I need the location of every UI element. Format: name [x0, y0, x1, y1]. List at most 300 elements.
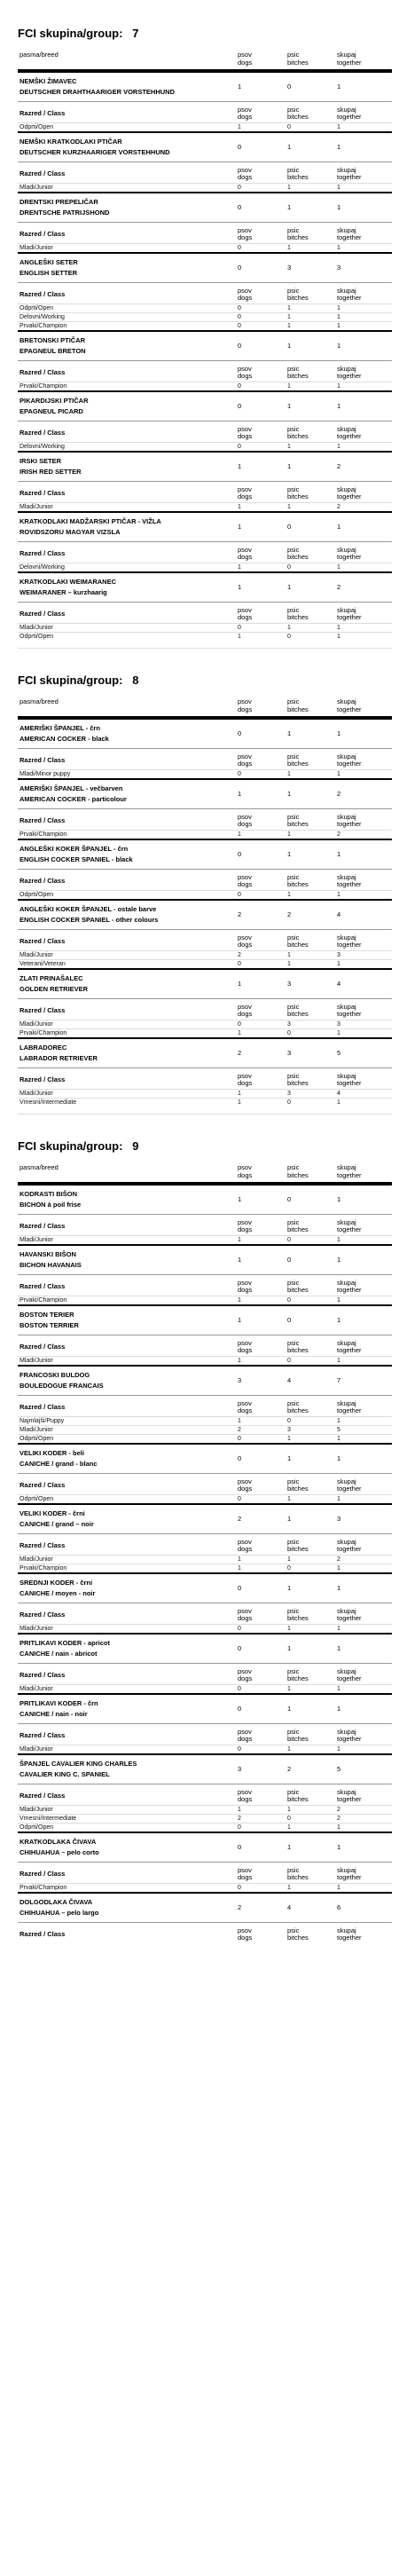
class-dogs: 1: [238, 1418, 241, 1424]
class-label: Razred / Class: [20, 1731, 66, 1739]
class-col-together: skupaj together: [337, 1279, 362, 1294]
col-breed-header: pasma/breed: [20, 1163, 59, 1171]
col-dogs-header: psov dogs: [238, 51, 253, 67]
breed-bitches: 1: [287, 1454, 292, 1462]
fci-group: [18, 27, 392, 649]
breed-name: [18, 257, 238, 279]
breed-name-local: AMERIŠKI ŠPANJEL - črn: [20, 724, 100, 732]
class-row: [18, 632, 392, 641]
class-bitches: 1: [287, 1807, 291, 1813]
class-dogs: 2: [238, 1816, 241, 1822]
class-name: Najmlajši/Puppy: [20, 1418, 65, 1424]
breed-name: [18, 1759, 238, 1780]
breed-name-local: BRETONSKI PTIČAR: [20, 336, 86, 344]
breed-bitches: 3: [287, 264, 292, 272]
class-together: 1: [337, 323, 340, 329]
class-row: [18, 1425, 392, 1434]
class-bitches: 1: [287, 314, 291, 320]
class-name: Mladi/Junior: [20, 1807, 53, 1813]
class-dogs: 0: [238, 383, 241, 390]
class-row: [18, 1684, 392, 1693]
class-row: [18, 563, 392, 571]
breed-name-english: ENGLISH COCKER SPANIEL - black: [20, 855, 133, 863]
breed-bitches: 1: [287, 1644, 292, 1652]
breed-row: [18, 1892, 392, 1922]
breed-dogs: 3: [238, 1765, 242, 1773]
breed-row: [18, 968, 392, 998]
class-label: Razred / Class: [20, 1222, 66, 1230]
breed-row: [18, 71, 392, 101]
class-label: Razred / Class: [20, 1282, 66, 1290]
class-col-dogs: psov dogs: [238, 1072, 253, 1087]
breed-name: [18, 904, 238, 926]
breed-bitches: 4: [287, 1376, 292, 1384]
class-col-bitches: psic bitches: [287, 485, 309, 500]
group-number: 9: [132, 1139, 139, 1153]
class-label: Razred / Class: [20, 756, 66, 764]
breed-dogs: 2: [238, 1903, 242, 1911]
breed-dogs: 3: [238, 1376, 242, 1384]
class-dogs: 0: [238, 1436, 241, 1442]
class-col-together: skupaj together: [337, 106, 362, 121]
class-name: Prvaki/Champion: [20, 1885, 67, 1891]
class-bitches: 1: [287, 1686, 291, 1692]
breed-together: 7: [337, 1376, 341, 1384]
breed-row: [18, 1184, 392, 1214]
class-col-bitches: psic bitches: [287, 166, 309, 181]
breed-dogs: 0: [238, 1454, 242, 1462]
class-col-bitches: psic bitches: [287, 1218, 309, 1233]
class-col-dogs: psov dogs: [238, 485, 253, 500]
breed-bitches: 3: [287, 980, 292, 988]
breed-together: 1: [337, 1195, 341, 1203]
class-together: 1: [337, 1885, 340, 1891]
class-together: 1: [337, 1565, 340, 1572]
breed-name-english: ENGLISH COCKER SPANIEL - other colours: [20, 916, 159, 924]
class-col-bitches: psic bitches: [287, 106, 309, 121]
class-row: [18, 442, 392, 451]
class-bitches: 1: [287, 1626, 291, 1632]
class-together: 3: [337, 1021, 340, 1028]
breed-dogs: 0: [238, 1644, 242, 1652]
class-name: Odprti/Open: [20, 1824, 54, 1831]
class-name: Mladi/Junior: [20, 504, 53, 510]
class-header: [18, 602, 392, 623]
breed-dogs: 2: [238, 1515, 242, 1523]
class-col-together: skupaj together: [337, 752, 362, 768]
class-dogs: 1: [238, 1297, 241, 1304]
class-bitches: 0: [287, 124, 291, 130]
class-header: [18, 748, 392, 769]
class-row: [18, 1434, 392, 1443]
breed-bitches: 1: [287, 850, 292, 858]
breed-name-local: DOLGODLAKA ČIVAVA: [20, 1898, 93, 1906]
class-col-together: skupaj together: [337, 934, 362, 949]
class-label: Razred / Class: [20, 290, 66, 298]
class-dogs: 1: [238, 1030, 241, 1036]
breed-together: 2: [337, 790, 341, 798]
breed-name-english: ENGLISH SETTER: [20, 269, 78, 277]
breed-name-local: HAVANSKI BIŠON: [20, 1250, 76, 1258]
class-col-dogs: psov dogs: [238, 1788, 253, 1803]
breed-name-local: PIKARDIJSKI PTIČAR: [20, 397, 89, 405]
class-row: [18, 122, 392, 131]
breed-row: [18, 330, 392, 360]
breed-name-english: EPAGNEUL PICARD: [20, 407, 83, 415]
class-together: 1: [337, 892, 340, 898]
breed-bitches: 0: [287, 523, 292, 531]
class-bitches: 0: [287, 1099, 291, 1106]
class-together: 1: [337, 771, 340, 777]
class-col-bitches: psic bitches: [287, 813, 309, 828]
col-breed-header: pasma/breed: [20, 697, 59, 705]
class-col-bitches: psic bitches: [287, 1538, 309, 1553]
breed-bitches: 1: [287, 1843, 292, 1851]
class-col-together: skupaj together: [337, 546, 362, 561]
class-label: Razred / Class: [20, 1611, 66, 1619]
class-label: Razred / Class: [20, 877, 66, 885]
class-together: 1: [337, 1496, 340, 1502]
class-together: 1: [337, 1746, 340, 1753]
class-bitches: 0: [287, 634, 291, 640]
class-name: Mladi/Junior: [20, 245, 53, 251]
class-col-dogs: psov dogs: [238, 752, 253, 768]
breed-together: 1: [337, 1316, 341, 1324]
breed-together: 6: [337, 1903, 341, 1911]
class-col-dogs: psov dogs: [238, 166, 253, 181]
class-bitches: 0: [287, 1237, 291, 1243]
class-row: [18, 321, 392, 330]
breed-together: 5: [337, 1049, 341, 1057]
breed-bitches: 1: [287, 462, 292, 470]
breed-row: [18, 131, 392, 161]
class-dogs: 1: [238, 1565, 241, 1572]
breed-together: 1: [337, 203, 341, 211]
class-bitches: 3: [287, 1021, 291, 1028]
breed-together: 1: [337, 729, 341, 737]
class-col-dogs: psov dogs: [238, 1926, 253, 1942]
class-bitches: 1: [287, 323, 291, 329]
class-header: [18, 282, 392, 303]
class-col-together: skupaj together: [337, 1538, 362, 1553]
class-bitches: 0: [287, 1418, 291, 1424]
breed-name-english: AMERICAN COCKER - particolour: [20, 795, 127, 803]
breed-name-local: NEMŠKI ŽIMAVEC: [20, 77, 77, 85]
class-together: 2: [337, 1807, 340, 1813]
class-dogs: 1: [238, 1556, 241, 1563]
breed-row: [18, 1365, 392, 1395]
class-row: [18, 1235, 392, 1244]
class-dogs: 0: [238, 771, 241, 777]
breed-together: 1: [337, 1843, 341, 1851]
class-row: [18, 243, 392, 252]
table-header: [18, 46, 392, 71]
breed-name: [18, 1897, 238, 1918]
breed-name: [18, 516, 238, 538]
col-bitches-header: psic bitches: [287, 697, 309, 713]
breed-name-local: FRANCOSKI BULDOG: [20, 1371, 90, 1379]
breed-bitches: 1: [287, 729, 292, 737]
breed-name-english: CANICHE / nain - noir: [20, 1710, 88, 1718]
breed-dogs: 0: [238, 1705, 242, 1713]
class-together: 1: [337, 245, 340, 251]
group-title: [18, 1139, 392, 1154]
class-name: Mladi/Junior: [20, 1021, 53, 1028]
breed-name-english: CAVALIER KING C. SPANIEL: [20, 1770, 110, 1778]
breed-name-local: ŠPANJEL CAVALIER KING CHARLES: [20, 1760, 137, 1768]
class-header: [18, 1395, 392, 1416]
class-bitches: 1: [287, 952, 291, 958]
breed-name: [18, 1698, 238, 1720]
class-bitches: 1: [287, 305, 291, 311]
class-col-together: skupaj together: [337, 226, 362, 241]
class-bitches: 1: [287, 185, 291, 191]
class-col-dogs: psov dogs: [238, 1607, 253, 1622]
breed-dogs: 1: [238, 1195, 242, 1203]
class-col-dogs: psov dogs: [238, 873, 253, 888]
breed-row: [18, 511, 392, 541]
class-row: [18, 1823, 392, 1832]
breed-bitches: 0: [287, 1316, 292, 1324]
table-header: [18, 1159, 392, 1184]
breed-row: [18, 1304, 392, 1335]
class-col-bitches: psic bitches: [287, 1477, 309, 1493]
breed-bitches: 1: [287, 1584, 292, 1592]
class-row: [18, 1416, 392, 1425]
breed-name-english: CANICHE / moyen - noir: [20, 1589, 96, 1597]
class-row: [18, 1098, 392, 1107]
class-col-bitches: psic bitches: [287, 1607, 309, 1622]
results-document: [0, 27, 399, 1950]
class-dogs: 0: [238, 1686, 241, 1692]
breed-bitches: 0: [287, 1256, 292, 1264]
breed-bitches: 2: [287, 1765, 292, 1773]
breed-bitches: 1: [287, 1515, 292, 1523]
group-separator: [18, 641, 392, 649]
breed-dogs: 0: [238, 143, 242, 151]
class-bitches: 0: [287, 1297, 291, 1304]
class-col-bitches: psic bitches: [287, 934, 309, 949]
class-dogs: 0: [238, 185, 241, 191]
breed-together: 1: [337, 83, 341, 91]
class-dogs: 0: [238, 1885, 241, 1891]
breed-bitches: 1: [287, 1705, 292, 1713]
class-col-bitches: psic bitches: [287, 1728, 309, 1743]
col-bitches-header: psic bitches: [287, 51, 309, 67]
class-header: [18, 1922, 392, 1943]
class-col-bitches: psic bitches: [287, 752, 309, 768]
breed-dogs: 1: [238, 1256, 242, 1264]
class-label: Razred / Class: [20, 549, 66, 557]
class-dogs: 1: [238, 1099, 241, 1106]
class-name: Vmesni/Intermediate: [20, 1816, 77, 1822]
class-name: Odprti/Open: [20, 1436, 54, 1442]
breed-name: [18, 1249, 238, 1271]
breed-together: 4: [337, 910, 341, 918]
class-col-dogs: psov dogs: [238, 1339, 253, 1354]
class-row: [18, 890, 392, 899]
class-col-bitches: psic bitches: [287, 1788, 309, 1803]
class-row: [18, 1020, 392, 1028]
col-together-header: skupaj together: [337, 697, 362, 713]
class-dogs: 1: [238, 831, 241, 838]
breed-row: [18, 1443, 392, 1473]
breed-dogs: 1: [238, 583, 242, 591]
class-together: 2: [337, 504, 340, 510]
class-col-together: skupaj together: [337, 166, 362, 181]
class-header: [18, 1335, 392, 1356]
breed-name: [18, 1370, 238, 1391]
class-bitches: 0: [287, 1030, 291, 1036]
class-together: 1: [337, 1297, 340, 1304]
class-dogs: 0: [238, 245, 241, 251]
class-col-together: skupaj together: [337, 1788, 362, 1803]
breed-name-local: LABRADOREC: [20, 1044, 67, 1052]
breed-name-english: CHIHUAHUA – pelo corto: [20, 1848, 99, 1856]
breed-name-local: PRITLIKAVI KODER - črn: [20, 1699, 98, 1707]
class-col-together: skupaj together: [337, 1072, 362, 1087]
class-together: 1: [337, 1436, 340, 1442]
class-dogs: 0: [238, 305, 241, 311]
breed-row: [18, 192, 392, 222]
class-name: Odprti/Open: [20, 305, 54, 311]
class-dogs: 0: [238, 892, 241, 898]
class-bitches: 1: [287, 892, 291, 898]
breed-name-local: DRENTSKI PREPELIČAR: [20, 198, 98, 206]
breed-row: [18, 1572, 392, 1603]
class-col-together: skupaj together: [337, 1218, 362, 1233]
breed-row: [18, 1633, 392, 1663]
col-bitches-header: psic bitches: [287, 1163, 309, 1179]
class-label: Razred / Class: [20, 1006, 66, 1014]
breed-together: 1: [337, 850, 341, 858]
breed-name-english: ROVIDSZORU MAGYAR VIZSLA: [20, 528, 121, 536]
class-together: 1: [337, 564, 340, 571]
class-col-bitches: psic bitches: [287, 287, 309, 302]
breed-bitches: 1: [287, 402, 292, 410]
class-together: 5: [337, 1427, 340, 1433]
class-dogs: 1: [238, 124, 241, 130]
class-name: Delovni/Working: [20, 444, 65, 450]
class-col-bitches: psic bitches: [287, 1866, 309, 1881]
breed-name-english: CHIHUAHUA – pelo largo: [20, 1909, 99, 1917]
breed-together: 1: [337, 1644, 341, 1652]
class-col-together: skupaj together: [337, 365, 362, 380]
class-dogs: 2: [238, 952, 241, 958]
breed-name-local: KRATKODLAKI MADŽARSKI PTIČAR - VIŽLA: [20, 517, 161, 525]
class-dogs: 0: [238, 1824, 241, 1831]
group-number: 7: [132, 27, 139, 40]
class-dogs: 0: [238, 314, 241, 320]
class-col-together: skupaj together: [337, 485, 362, 500]
breed-name-local: NEMŠKI KRATKODLAKI PTIČAR: [20, 138, 122, 146]
breed-row: [18, 718, 392, 748]
breed-name-english: GOLDEN RETRIEVER: [20, 985, 89, 993]
class-header: [18, 222, 392, 243]
breed-bitches: 1: [287, 583, 292, 591]
class-dogs: 0: [238, 1626, 241, 1632]
class-bitches: 1: [287, 1746, 291, 1753]
class-header: [18, 808, 392, 830]
col-dogs-header: psov dogs: [238, 1163, 253, 1179]
class-col-dogs: psov dogs: [238, 365, 253, 380]
breed-bitches: 1: [287, 790, 292, 798]
class-label: Razred / Class: [20, 429, 66, 437]
col-together-header: skupaj together: [337, 51, 362, 67]
class-col-bitches: psic bitches: [287, 873, 309, 888]
breed-row: [18, 778, 392, 808]
class-header: [18, 1862, 392, 1883]
class-name: Odprti/Open: [20, 892, 54, 898]
class-header: [18, 421, 392, 442]
class-together: 3: [337, 952, 340, 958]
class-name: Mladi/Minor puppy: [20, 771, 71, 777]
class-col-dogs: psov dogs: [238, 606, 253, 621]
class-bitches: 3: [287, 1091, 291, 1097]
breed-together: 1: [337, 1584, 341, 1592]
class-header: [18, 1214, 392, 1235]
breed-name-english: DEUTSCHER KURZHAARIGER VORSTEHHUND: [20, 148, 170, 156]
breed-name: [18, 1189, 238, 1210]
class-bitches: 1: [287, 383, 291, 390]
class-col-bitches: psic bitches: [287, 425, 309, 440]
breed-dogs: 0: [238, 203, 242, 211]
class-dogs: 0: [238, 1496, 241, 1502]
class-together: 1: [337, 1418, 340, 1424]
class-name: Odprti/Open: [20, 1496, 54, 1502]
class-row: [18, 1745, 392, 1753]
class-name: Veterani/Veteran: [20, 961, 66, 967]
class-col-bitches: psic bitches: [287, 1072, 309, 1087]
breed-bitches: 2: [287, 910, 292, 918]
breed-together: 4: [337, 980, 341, 988]
class-col-dogs: psov dogs: [238, 106, 253, 121]
group-title-prefix: FCI skupina/group:: [18, 1139, 123, 1153]
class-label: Razred / Class: [20, 1930, 66, 1938]
breed-bitches: 1: [287, 143, 292, 151]
class-dogs: 1: [238, 1807, 241, 1813]
class-col-together: skupaj together: [337, 813, 362, 828]
breed-name: [18, 723, 238, 744]
breed-dogs: 0: [238, 402, 242, 410]
breed-name-english: BICHON HAVANAIS: [20, 1261, 82, 1269]
class-col-bitches: psic bitches: [287, 226, 309, 241]
class-bitches: 0: [287, 1358, 291, 1364]
breed-name: [18, 973, 238, 995]
class-row: [18, 303, 392, 312]
group-number: 8: [132, 674, 139, 687]
class-bitches: 1: [287, 1436, 291, 1442]
breed-name-english: WEIMARANER – kurzhaarig: [20, 588, 107, 596]
class-col-dogs: psov dogs: [238, 934, 253, 949]
breed-dogs: 1: [238, 83, 242, 91]
class-col-bitches: psic bitches: [287, 606, 309, 621]
class-col-bitches: psic bitches: [287, 1667, 309, 1682]
class-col-together: skupaj together: [337, 873, 362, 888]
breed-name: [18, 1448, 238, 1469]
breed-together: 3: [337, 264, 341, 272]
class-header: [18, 1603, 392, 1624]
breed-row: [18, 899, 392, 929]
class-dogs: 1: [238, 1091, 241, 1097]
class-col-bitches: psic bitches: [287, 1926, 309, 1942]
class-label: Razred / Class: [20, 1343, 66, 1351]
class-header: [18, 161, 392, 183]
class-name: Vmesni/Intermediate: [20, 1099, 77, 1106]
class-col-dogs: psov dogs: [238, 1667, 253, 1682]
breed-name-local: IRSKI SETER: [20, 457, 62, 465]
breed-dogs: 0: [238, 1843, 242, 1851]
